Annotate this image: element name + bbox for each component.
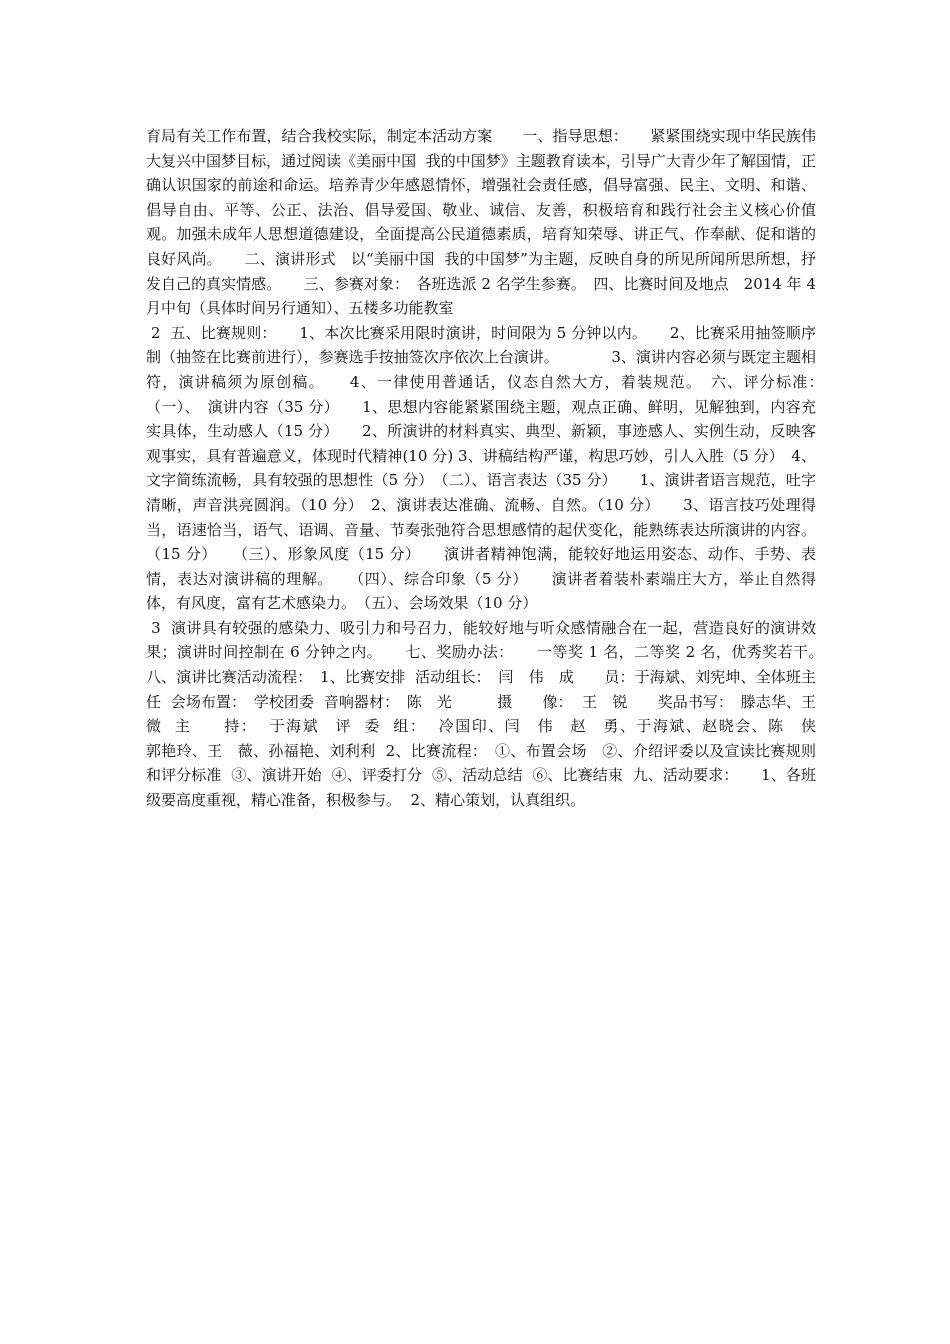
paragraph-guiding-ideology: 育局有关工作布置，结合我校实际，制定本活动方案 一、指导思想： 紧紧围绕实现中华民族伟大复兴中国梦目标，通过阅读《美丽中国 我的中国梦》主题教育读本，引导广大青少年了解国情，正确认识国家的前途和命运。培养青少年感恩情怀，增强社会责任感，倡导富强、民主、文明、和谐、倡导自由、平等、公正、法治、倡导爱国、敬业、诚信、友善，积极培育和践行社会主义核心价值观。加强未成年人思想道德建设，全面提高公民道德素质，培育知荣辱、讲正气、作奉献、促和谐的良好风尚。 二、演讲形式 以“美丽中国 我的中国梦”为主题，反映自身的所见所闻所思所想，抒发自己的真实情感。 三、参赛对象： 各班选派 2 名学生参赛。 四、比赛时间及地点 2014 年 4 月中旬（具体时间另行通知）、五楼多功能教室 (146, 127, 821, 318)
document-body (146, 124, 922, 813)
paragraph-competition-rules: 2 五、比赛规则： 1、本次比赛采用限时演讲，时间限为 5 分钟以内。 2、比赛采用抽签顺序制（抽签在比赛前进行），参赛选手按抽签次序依次上台演讲。 3、演讲内容必须与既定主题相符，演讲稿须为原创稿。 4、一律使用普通话，仪态自然大方，着装规范。 六、评分标准： （一）、 演讲内容（35 分） 1、思想内容能紧紧围绕主题，观点正确、鲜明，见解独到，内容充实具体，生动感人（15 分） 2、所演讲的材料真实、典型、新颖，事迹感人、实例生动，反映客观事实，具有普遍意义，体现时代精神(10 分) 3、讲稿结构严谨，构思巧妙，引人入胜（5 分） 4、文字简练流畅，具有较强的思想性（5 分） （二）、语言表达（35 分） 1、演讲者语言规范，吐字清晰，声音洪亮圆润。（10 分） 2、演讲表达准确、流畅、自然。（10 分） 3、语言技巧处理得当，语速恰当，语气、语调、音量、节奏张弛符合思想感情的起伏变化，能熟练表达所演讲的内容。（15 分） （三）、形象风度（15 分） 演讲者精神饱满，能较好地运用姿态、动作、手势、表情，表达对演讲稿的理解。 （四）、综合印象（5 分） 演讲者着装朴素端庄大方，举止自然得体，有风度，富有艺术感染力。 （五）、会场效果（10 分） (146, 323, 847, 613)
paragraph-awards-and-process: 3 演讲具有较强的感染力、吸引力和号召力，能较好地与听众感情融合在一起，营造良好的演讲效果；演讲时间控制在 6 分钟之内。 七、奖励办法： 一等奖 1 名，二等奖 2 名，优秀奖若干。 八、演讲比赛活动流程： 1、比赛安排 活动组长： 闫 伟 成 员：于海斌、刘宪坤、全体班主任 会场布置： 学校团委 音响器材： 陈 光 摄 像： 王 锐 奖品书写： 滕志华、王微 主 持： 于海斌 评 委 组： 冷国印、闫 伟 赵 勇、于海斌、赵晓会、陈 侠 郭艳玲、王 薇、孙福艳、刘利利 2、比赛流程： ①、布置会场 ②、介绍评委以及宣读比赛规则和评分标准 ③、演讲开始 ④、评委打分 ⑤、活动总结 ⑥、比赛结束 九、活动要求： 1、各班级要高度重视，精心准备，积极参与。 2、精心策划，认真组织。 (146, 618, 922, 810)
